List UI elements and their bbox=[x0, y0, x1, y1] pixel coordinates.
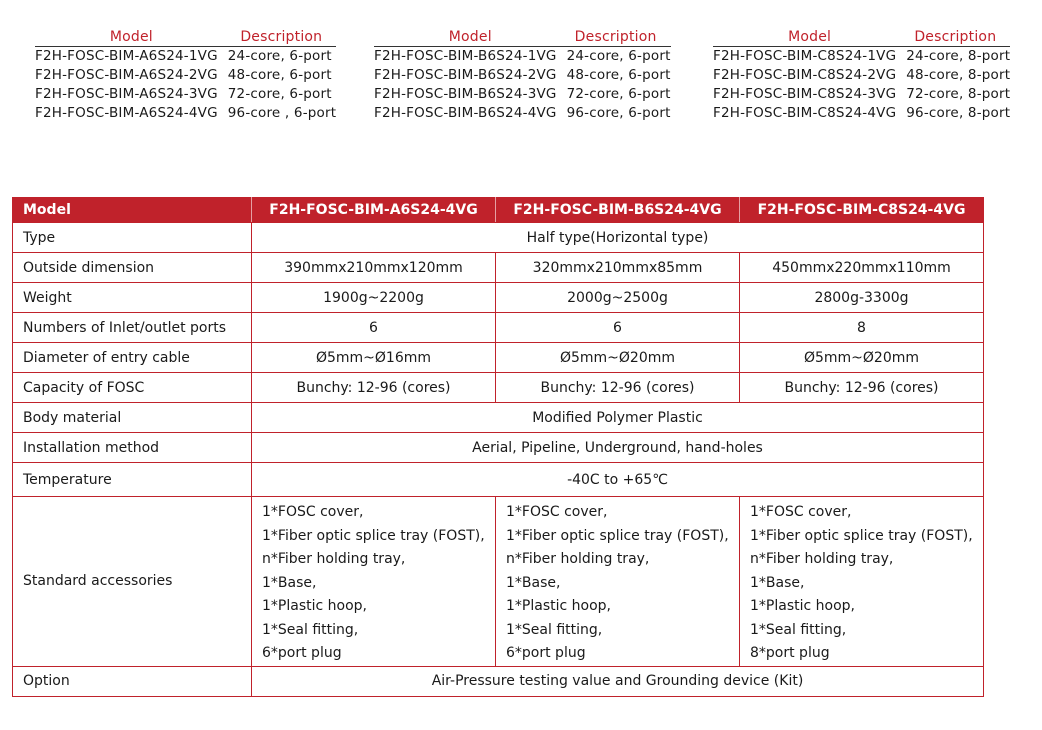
description-header: Description bbox=[567, 29, 671, 47]
model-cell: F2H-FOSC-BIM-C8S24-4VG bbox=[713, 105, 897, 121]
description-header: Description bbox=[228, 29, 337, 47]
accessory-item: 1*Seal fitting, bbox=[750, 621, 847, 638]
row-label: Body material bbox=[13, 403, 252, 433]
model-table-c bbox=[713, 29, 1010, 123]
row-label: Standard accessories bbox=[13, 497, 252, 667]
description-cell: 72-core, 8-port bbox=[906, 86, 1011, 102]
accessory-item: 1*Plastic hoop, bbox=[506, 598, 611, 614]
spec-row-ports bbox=[13, 313, 984, 343]
model-header: Model bbox=[35, 29, 228, 47]
value-b: 2000g~2500g bbox=[496, 283, 740, 313]
header-model-b: F2H-FOSC-BIM-B6S24-4VG bbox=[496, 198, 740, 223]
header-model-c: F2H-FOSC-BIM-C8S24-4VG bbox=[740, 198, 984, 223]
spec-row-diameter bbox=[13, 343, 984, 373]
model-table-b bbox=[374, 29, 671, 123]
row-label: Capacity of FOSC bbox=[13, 373, 252, 403]
model-table-a bbox=[35, 29, 336, 123]
model-cell: F2H-FOSC-BIM-B6S24-1VG bbox=[374, 48, 557, 64]
accessory-item: 1*Plastic hoop, bbox=[262, 598, 367, 614]
table-row bbox=[713, 104, 1010, 123]
model-cell: F2H-FOSC-BIM-C8S24-2VG bbox=[713, 67, 897, 83]
accessory-item: n*Fiber holding tray, bbox=[506, 551, 650, 567]
accessory-item: 1*FOSC cover, bbox=[750, 504, 852, 520]
spec-row-installation bbox=[13, 433, 984, 463]
description-cell: 72-core, 6-port bbox=[566, 86, 671, 102]
value-c: Ø5mm~Ø20mm bbox=[740, 343, 984, 373]
table-row bbox=[35, 66, 336, 85]
table-row bbox=[35, 47, 336, 67]
model-header: Model bbox=[374, 29, 567, 47]
spec-row-type bbox=[13, 223, 984, 253]
row-label: Diameter of entry cable bbox=[13, 343, 252, 373]
description-cell: 96-core, 6-port bbox=[566, 105, 671, 121]
spec-row-material bbox=[13, 403, 984, 433]
table-row bbox=[713, 47, 1010, 67]
value-c: Bunchy: 12-96 (cores) bbox=[740, 373, 984, 403]
row-value: Half type(Horizontal type) bbox=[252, 223, 984, 253]
value-a: 390mmx210mmx120mm bbox=[252, 253, 496, 283]
value-a: Ø5mm~Ø16mm bbox=[252, 343, 496, 373]
description-cell: 96-core, 8-port bbox=[906, 105, 1011, 121]
value-b: 320mmx210mmx85mm bbox=[496, 253, 740, 283]
spec-header-row bbox=[13, 198, 984, 223]
accessory-item: 1*FOSC cover, bbox=[506, 504, 608, 520]
description-cell: 48-core, 6-port bbox=[227, 67, 332, 83]
description-cell: 72-core, 6-port bbox=[227, 86, 332, 102]
description-cell: 48-core, 8-port bbox=[906, 67, 1011, 83]
model-cell: F2H-FOSC-BIM-B6S24-3VG bbox=[374, 86, 557, 102]
table-row bbox=[374, 47, 671, 67]
table-row bbox=[713, 66, 1010, 85]
model-header: Model bbox=[713, 29, 906, 47]
row-label: Type bbox=[13, 223, 252, 253]
value-c: 2800g-3300g bbox=[740, 283, 984, 313]
accessory-item: 1*FOSC cover, bbox=[262, 504, 364, 520]
accessory-item: 1*Fiber optic splice tray (FOST), bbox=[506, 527, 729, 544]
accessory-item: n*Fiber holding tray, bbox=[750, 551, 894, 567]
row-label: Option bbox=[13, 666, 252, 696]
row-value: -40C to +65℃ bbox=[252, 463, 984, 497]
specification-table bbox=[12, 197, 984, 697]
description-cell: 24-core, 6-port bbox=[227, 48, 332, 64]
accessory-item: 1*Seal fitting, bbox=[506, 621, 603, 638]
row-label: Temperature bbox=[13, 463, 252, 497]
value-c: 450mmx220mmx110mm bbox=[740, 253, 984, 283]
model-cell: F2H-FOSC-BIM-A6S24-4VG bbox=[35, 105, 218, 121]
accessory-item: 8*port plug bbox=[750, 645, 830, 661]
accessory-item: 1*Seal fitting, bbox=[262, 621, 359, 638]
accessory-item: 1*Base, bbox=[750, 574, 805, 591]
row-label: Weight bbox=[13, 283, 252, 313]
spec-row-dimension bbox=[13, 253, 984, 283]
accessory-item: 6*port plug bbox=[506, 645, 586, 661]
header-model-a: F2H-FOSC-BIM-A6S24-4VG bbox=[252, 198, 496, 223]
model-cell: F2H-FOSC-BIM-B6S24-4VG bbox=[374, 105, 557, 121]
row-value: Modified Polymer Plastic bbox=[252, 403, 984, 433]
accessory-item: 6*port plug bbox=[262, 645, 342, 661]
value-b: Bunchy: 12-96 (cores) bbox=[496, 373, 740, 403]
row-label: Installation method bbox=[13, 433, 252, 463]
description-cell: 96-core , 6-port bbox=[227, 105, 337, 121]
model-cell: F2H-FOSC-BIM-C8S24-3VG bbox=[713, 86, 897, 102]
model-cell: F2H-FOSC-BIM-C8S24-1VG bbox=[713, 48, 897, 64]
accessory-item: n*Fiber holding tray, bbox=[262, 551, 406, 567]
row-value: Air-Pressure testing value and Grounding device (Kit) bbox=[252, 666, 984, 696]
table-row bbox=[713, 85, 1010, 104]
model-cell: F2H-FOSC-BIM-B6S24-2VG bbox=[374, 67, 557, 83]
value-a: Bunchy: 12-96 (cores) bbox=[252, 373, 496, 403]
table-row bbox=[374, 104, 671, 123]
accessory-item: 1*Fiber optic splice tray (FOST), bbox=[262, 527, 485, 544]
row-value: Aerial, Pipeline, Underground, hand-holes bbox=[252, 433, 984, 463]
row-label: Outside dimension bbox=[13, 253, 252, 283]
accessories-c bbox=[740, 497, 984, 667]
model-cell: F2H-FOSC-BIM-A6S24-1VG bbox=[35, 48, 218, 64]
value-a: 1900g~2200g bbox=[252, 283, 496, 313]
description-cell: 24-core, 8-port bbox=[906, 48, 1011, 64]
table-row bbox=[35, 104, 336, 123]
table-row bbox=[374, 66, 671, 85]
accessory-item: 1*Fiber optic splice tray (FOST), bbox=[750, 527, 973, 544]
accessories-a bbox=[252, 497, 496, 667]
description-cell: 24-core, 6-port bbox=[566, 48, 671, 64]
table-row bbox=[35, 85, 336, 104]
spec-row-temperature bbox=[13, 463, 984, 497]
value-a: 6 bbox=[252, 313, 496, 343]
model-cell: F2H-FOSC-BIM-A6S24-2VG bbox=[35, 67, 218, 83]
header-model-label: Model bbox=[13, 198, 252, 223]
value-b: Ø5mm~Ø20mm bbox=[496, 343, 740, 373]
accessories-b bbox=[496, 497, 740, 667]
accessory-item: 1*Base, bbox=[506, 574, 561, 591]
value-b: 6 bbox=[496, 313, 740, 343]
accessory-item: 1*Base, bbox=[262, 574, 317, 591]
row-label: Numbers of Inlet/outlet ports bbox=[13, 313, 252, 343]
description-cell: 48-core, 6-port bbox=[566, 67, 671, 83]
accessory-item: 1*Plastic hoop, bbox=[750, 598, 855, 614]
spec-row-accessories bbox=[13, 497, 984, 667]
model-cell: F2H-FOSC-BIM-A6S24-3VG bbox=[35, 86, 218, 102]
value-c: 8 bbox=[740, 313, 984, 343]
description-header: Description bbox=[906, 29, 1010, 47]
spec-row-capacity bbox=[13, 373, 984, 403]
spec-row-option bbox=[13, 666, 984, 696]
table-row bbox=[374, 85, 671, 104]
spec-row-weight bbox=[13, 283, 984, 313]
